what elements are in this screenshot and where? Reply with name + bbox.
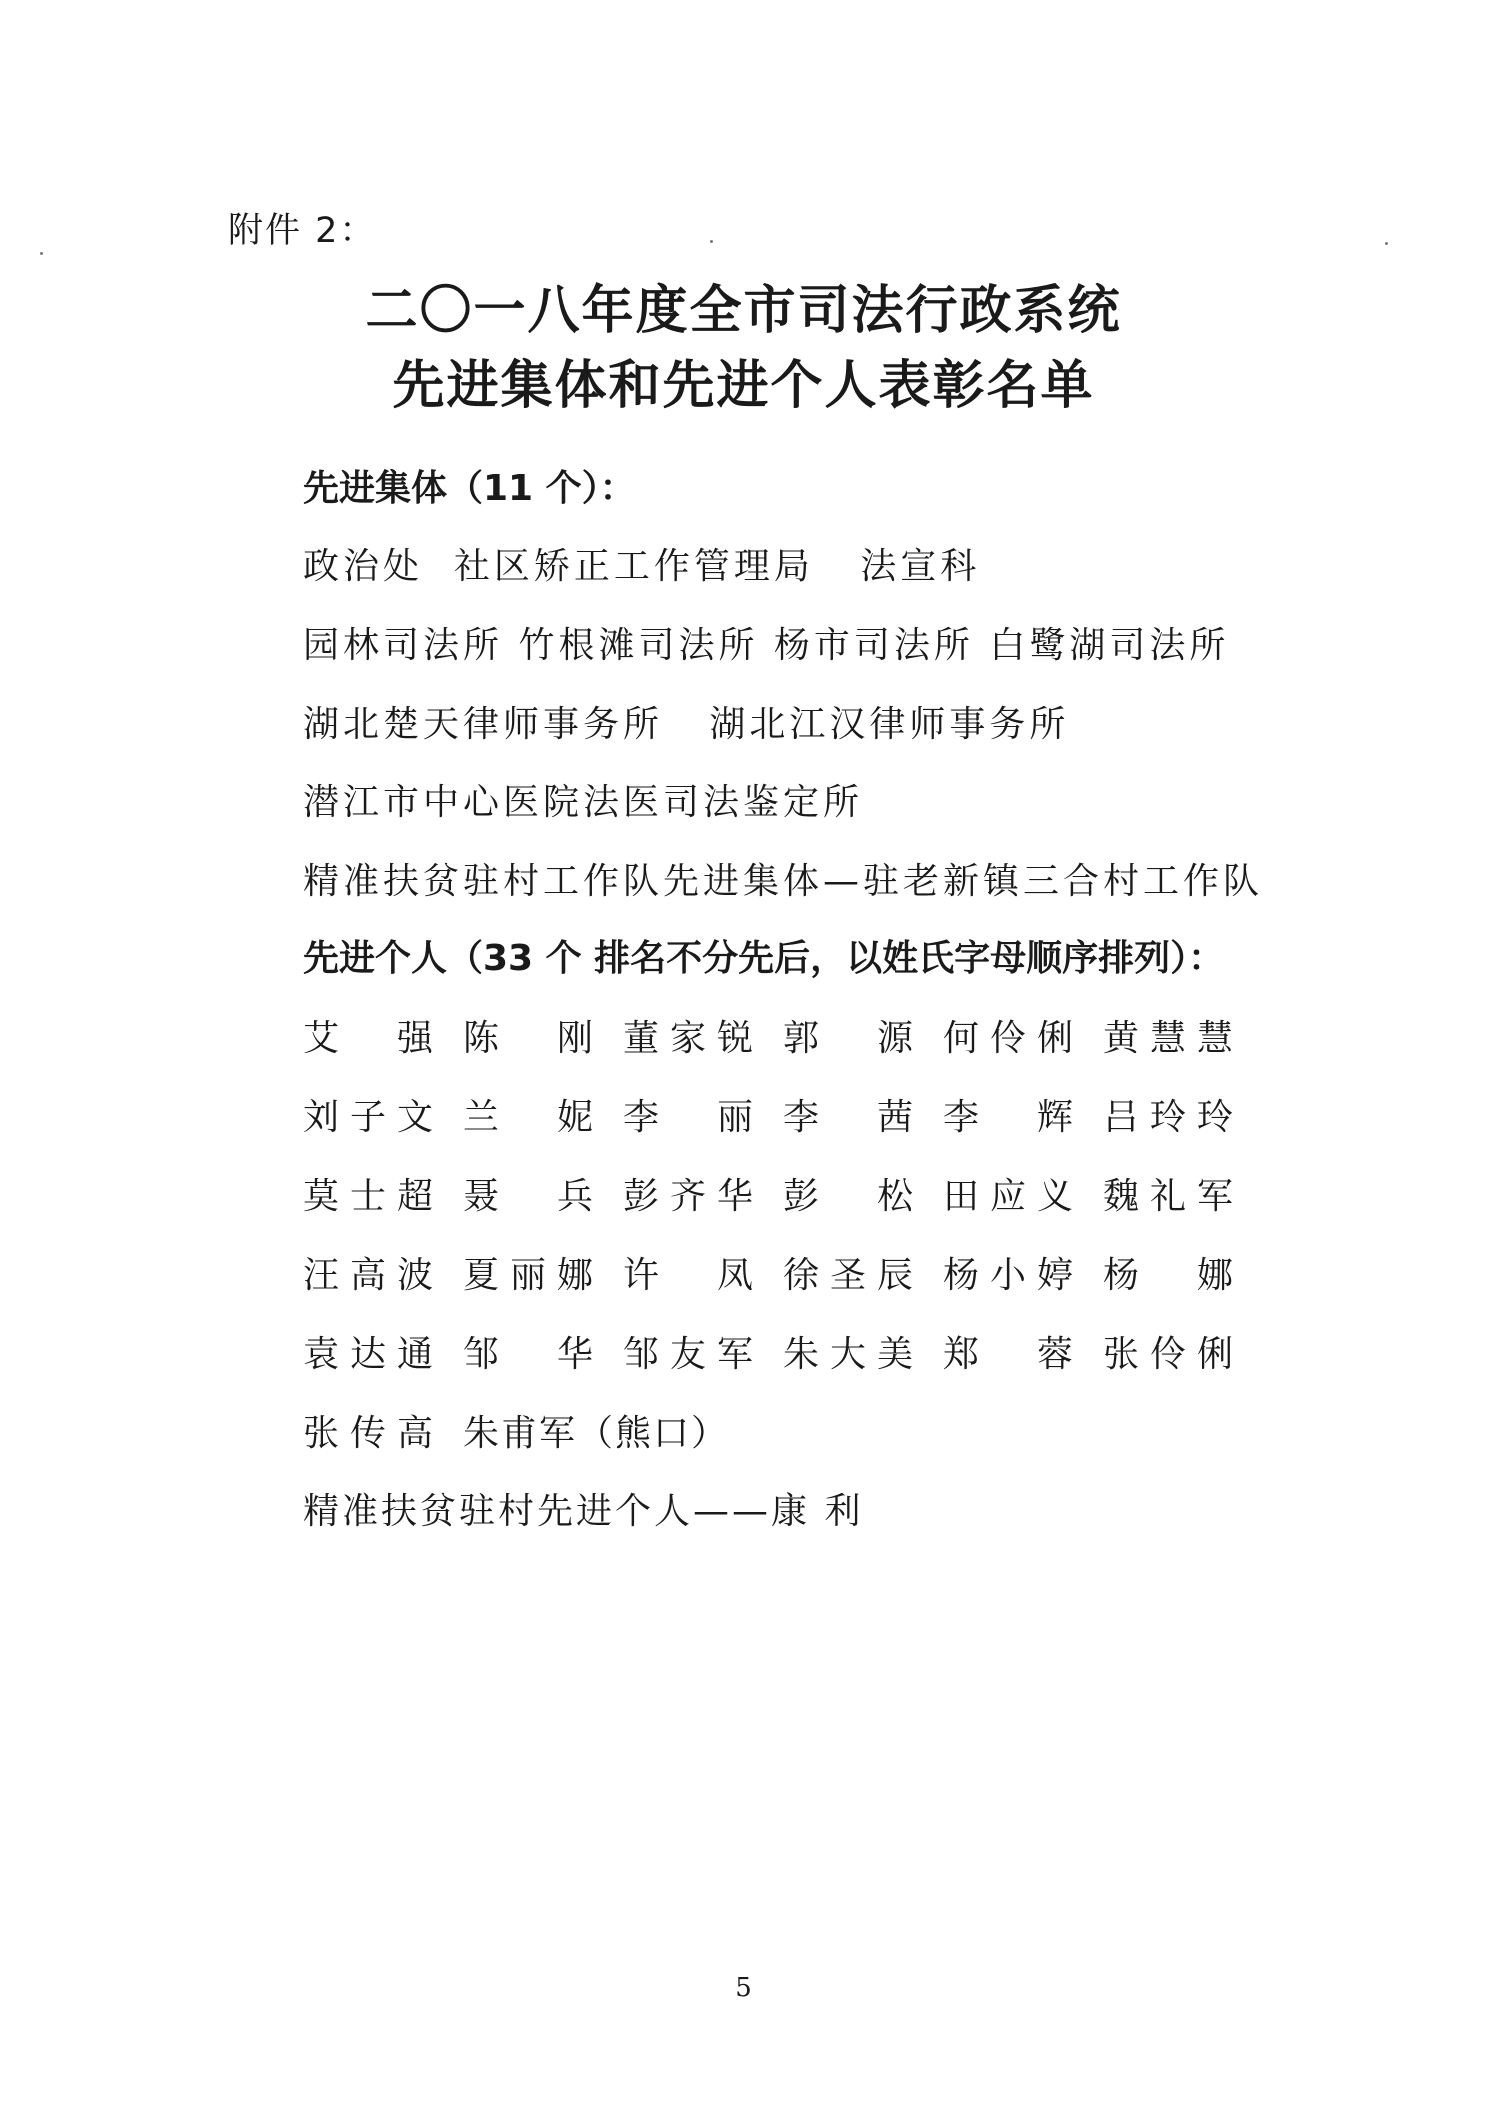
person-name: 彭 松: [783, 1176, 913, 1217]
person-name: 袁 达 通: [303, 1334, 433, 1375]
person-name: 邹 友 军: [623, 1334, 753, 1375]
name-row: [303, 1010, 1303, 1089]
person-name: 兰 妮: [463, 1097, 593, 1138]
document-title-line-1: 二〇一八年度全市司法行政系统: [365, 280, 1122, 341]
person-name: 徐 圣 辰: [783, 1255, 913, 1296]
person-name: 魏 礼 军: [1103, 1176, 1233, 1217]
person-name: 黄 慧 慧: [1103, 1018, 1233, 1059]
collective-line: 园林司法所 竹根滩司法所 杨市司法所 白鹭湖司法所: [303, 625, 1230, 666]
collective-line: 政治处 社区矫正工作管理局 法宣科: [303, 546, 981, 587]
collective-line: 潜江市中心医院法医司法鉴定所: [303, 782, 864, 823]
scan-speck: [40, 252, 43, 255]
document-title-line-2: 先进集体和先进个人表彰名单: [392, 355, 1095, 416]
person-name: 吕 玲 玲: [1103, 1097, 1233, 1138]
person-name: 刘 子 文: [303, 1097, 433, 1138]
individual-name-grid: [303, 1010, 1303, 1484]
person-name: 李 辉: [943, 1097, 1073, 1138]
person-name: 郭 源: [783, 1018, 913, 1059]
person-name: 张 传 高: [303, 1413, 433, 1454]
collective-line: 精准扶贫驻村工作队先进集体—驻老新镇三合村工作队: [303, 861, 1264, 902]
person-name: 董 家 锐: [623, 1018, 753, 1059]
attachment-label: 附件 2：: [228, 211, 377, 251]
page-number: 5: [735, 1973, 752, 2003]
person-name: 聂 兵: [463, 1176, 593, 1217]
scan-speck: [710, 240, 713, 243]
scan-speck: [1385, 242, 1388, 245]
individual-heading: 先进个人（33 个 排名不分先后，以姓氏字母顺序排列）：: [303, 938, 1225, 979]
name-row: [303, 1089, 1303, 1168]
person-name: 朱甫军（熊口）: [463, 1413, 730, 1454]
person-name: 李 茜: [783, 1097, 913, 1138]
person-name: 郑 蓉: [943, 1334, 1073, 1375]
person-name: 张 伶 俐: [1103, 1334, 1233, 1375]
person-name: 李 丽: [623, 1097, 753, 1138]
name-row: [303, 1326, 1303, 1405]
collective-line: 湖北楚天律师事务所 湖北江汉律师事务所: [303, 704, 1070, 745]
name-row: [303, 1168, 1303, 1247]
name-row: [303, 1405, 1303, 1484]
poverty-alleviation-individual: 精准扶贫驻村先进个人——康 利: [303, 1491, 864, 1532]
person-name: 许 凤: [623, 1255, 753, 1296]
person-name: 邹 华: [463, 1334, 593, 1375]
person-name: 田 应 义: [943, 1176, 1073, 1217]
person-name: 陈 刚: [463, 1018, 593, 1059]
name-row: [303, 1247, 1303, 1326]
person-name: 杨 娜: [1103, 1255, 1233, 1296]
person-name: 夏 丽 娜: [463, 1255, 593, 1296]
person-name: 何 伶 俐: [943, 1018, 1073, 1059]
person-name: 莫 士 超: [303, 1176, 433, 1217]
person-name: 彭 齐 华: [623, 1176, 753, 1217]
person-name: 汪 高 波: [303, 1255, 433, 1296]
person-name: 杨 小 婷: [943, 1255, 1073, 1296]
collective-heading: 先进集体（11 个）：: [303, 468, 636, 509]
person-name: 朱 大 美: [783, 1334, 913, 1375]
person-name: 艾 强: [303, 1018, 433, 1059]
